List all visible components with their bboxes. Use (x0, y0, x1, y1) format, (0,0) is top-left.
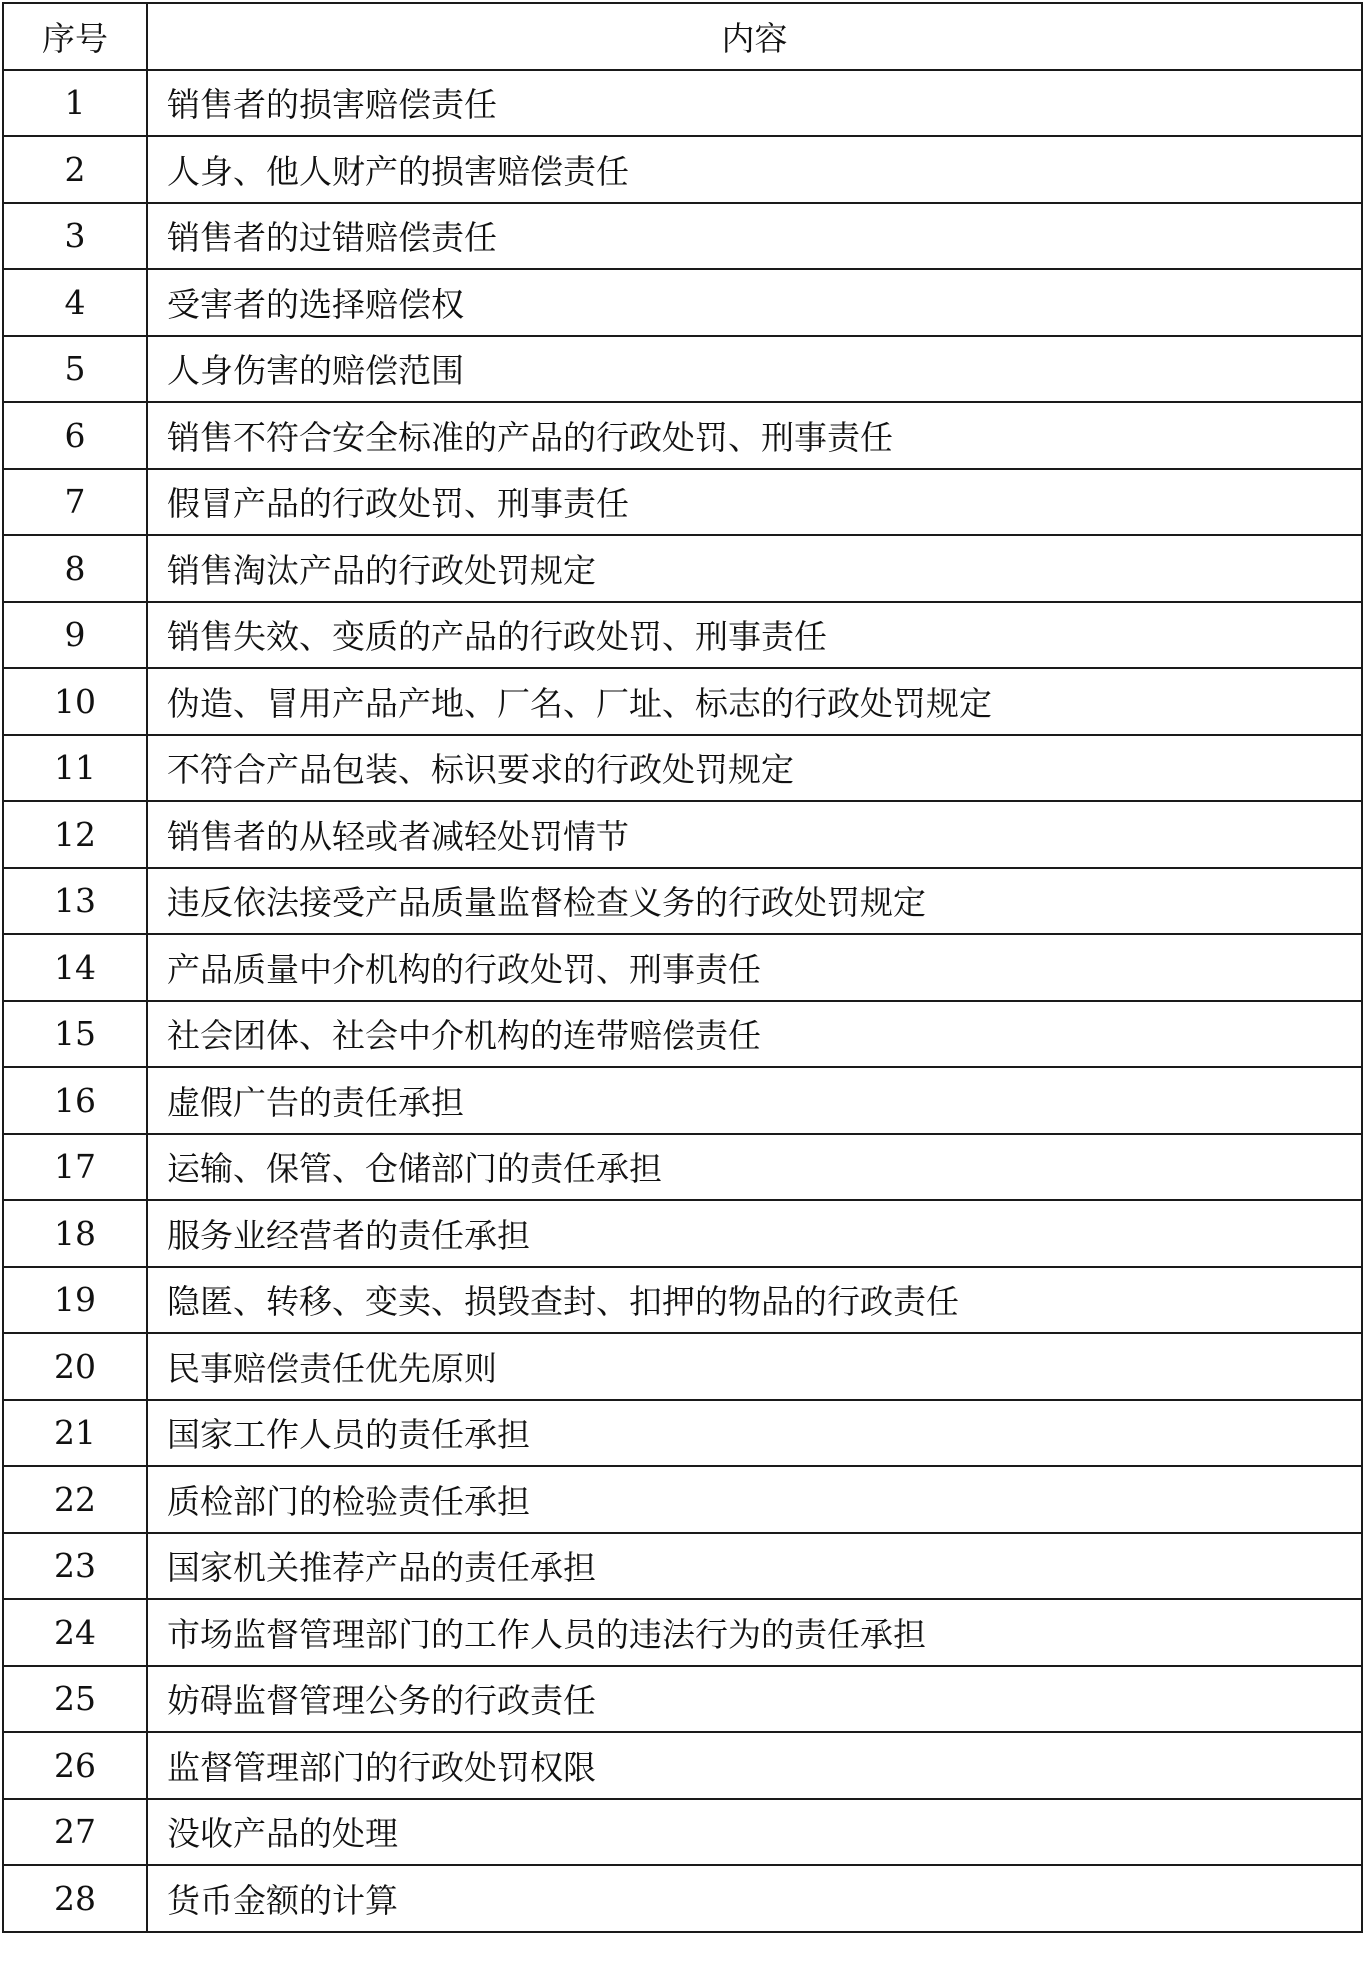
row-number: 5 (3, 336, 147, 403)
table-row (3, 203, 1362, 270)
row-content: 销售者的损害赔偿责任 (147, 70, 1362, 137)
row-number: 23 (3, 1533, 147, 1600)
row-number: 14 (3, 934, 147, 1001)
row-content: 监督管理部门的行政处罚权限 (147, 1732, 1362, 1799)
table-row (3, 1267, 1362, 1334)
row-content: 销售不符合安全标准的产品的行政处罚、刑事责任 (147, 402, 1362, 469)
table-row (3, 336, 1362, 403)
row-number: 7 (3, 469, 147, 536)
table-row (3, 1533, 1362, 1600)
header-row (3, 3, 1362, 70)
table-row (3, 668, 1362, 735)
row-number: 25 (3, 1666, 147, 1733)
row-content: 不符合产品包装、标识要求的行政处罚规定 (147, 735, 1362, 802)
content-table (2, 2, 1363, 1933)
table-row (3, 1400, 1362, 1467)
row-number: 12 (3, 801, 147, 868)
table-body (3, 70, 1362, 1932)
row-content: 销售者的从轻或者减轻处罚情节 (147, 801, 1362, 868)
table-row (3, 801, 1362, 868)
row-number: 9 (3, 602, 147, 669)
row-number: 19 (3, 1267, 147, 1334)
table-row (3, 1134, 1362, 1201)
table-row (3, 1599, 1362, 1666)
row-number: 11 (3, 735, 147, 802)
table-row (3, 1067, 1362, 1134)
row-number: 8 (3, 535, 147, 602)
row-content: 服务业经营者的责任承担 (147, 1200, 1362, 1267)
table-row (3, 868, 1362, 935)
row-content: 销售者的过错赔偿责任 (147, 203, 1362, 270)
table-row (3, 1732, 1362, 1799)
row-number: 18 (3, 1200, 147, 1267)
row-content: 人身伤害的赔偿范围 (147, 336, 1362, 403)
row-content: 虚假广告的责任承担 (147, 1067, 1362, 1134)
row-content: 产品质量中介机构的行政处罚、刑事责任 (147, 934, 1362, 1001)
row-number: 3 (3, 203, 147, 270)
row-number: 26 (3, 1732, 147, 1799)
table-row (3, 1001, 1362, 1068)
table-header (3, 3, 1362, 70)
row-content: 民事赔偿责任优先原则 (147, 1333, 1362, 1400)
row-number: 27 (3, 1799, 147, 1866)
row-number: 4 (3, 269, 147, 336)
table-row (3, 469, 1362, 536)
table-row (3, 934, 1362, 1001)
table-row (3, 1466, 1362, 1533)
header-content: 内容 (147, 3, 1362, 70)
row-number: 22 (3, 1466, 147, 1533)
row-content: 人身、他人财产的损害赔偿责任 (147, 136, 1362, 203)
row-content: 隐匿、转移、变卖、损毁查封、扣押的物品的行政责任 (147, 1267, 1362, 1334)
row-content: 国家机关推荐产品的责任承担 (147, 1533, 1362, 1600)
row-content: 受害者的选择赔偿权 (147, 269, 1362, 336)
row-number: 6 (3, 402, 147, 469)
table-row (3, 602, 1362, 669)
row-number: 1 (3, 70, 147, 137)
row-content: 货币金额的计算 (147, 1865, 1362, 1932)
row-number: 20 (3, 1333, 147, 1400)
row-number: 13 (3, 868, 147, 935)
row-content: 妨碍监督管理公务的行政责任 (147, 1666, 1362, 1733)
row-content: 销售失效、变质的产品的行政处罚、刑事责任 (147, 602, 1362, 669)
row-content: 社会团体、社会中介机构的连带赔偿责任 (147, 1001, 1362, 1068)
row-content: 没收产品的处理 (147, 1799, 1362, 1866)
table-row (3, 1333, 1362, 1400)
table-row (3, 402, 1362, 469)
row-number: 16 (3, 1067, 147, 1134)
header-number: 序号 (3, 3, 147, 70)
row-content: 国家工作人员的责任承担 (147, 1400, 1362, 1467)
row-content: 运输、保管、仓储部门的责任承担 (147, 1134, 1362, 1201)
row-number: 17 (3, 1134, 147, 1201)
table-row (3, 1865, 1362, 1932)
table-row (3, 1666, 1362, 1733)
table-row (3, 136, 1362, 203)
row-number: 24 (3, 1599, 147, 1666)
row-content: 质检部门的检验责任承担 (147, 1466, 1362, 1533)
row-number: 28 (3, 1865, 147, 1932)
row-number: 2 (3, 136, 147, 203)
row-content: 假冒产品的行政处罚、刑事责任 (147, 469, 1362, 536)
row-number: 10 (3, 668, 147, 735)
table-row (3, 1799, 1362, 1866)
table-row (3, 269, 1362, 336)
table-row (3, 535, 1362, 602)
row-content: 市场监督管理部门的工作人员的违法行为的责任承担 (147, 1599, 1362, 1666)
row-content: 伪造、冒用产品产地、厂名、厂址、标志的行政处罚规定 (147, 668, 1362, 735)
row-number: 21 (3, 1400, 147, 1467)
table-row (3, 735, 1362, 802)
table-row (3, 70, 1362, 137)
table-row (3, 1200, 1362, 1267)
row-number: 15 (3, 1001, 147, 1068)
row-content: 违反依法接受产品质量监督检查义务的行政处罚规定 (147, 868, 1362, 935)
row-content: 销售淘汰产品的行政处罚规定 (147, 535, 1362, 602)
